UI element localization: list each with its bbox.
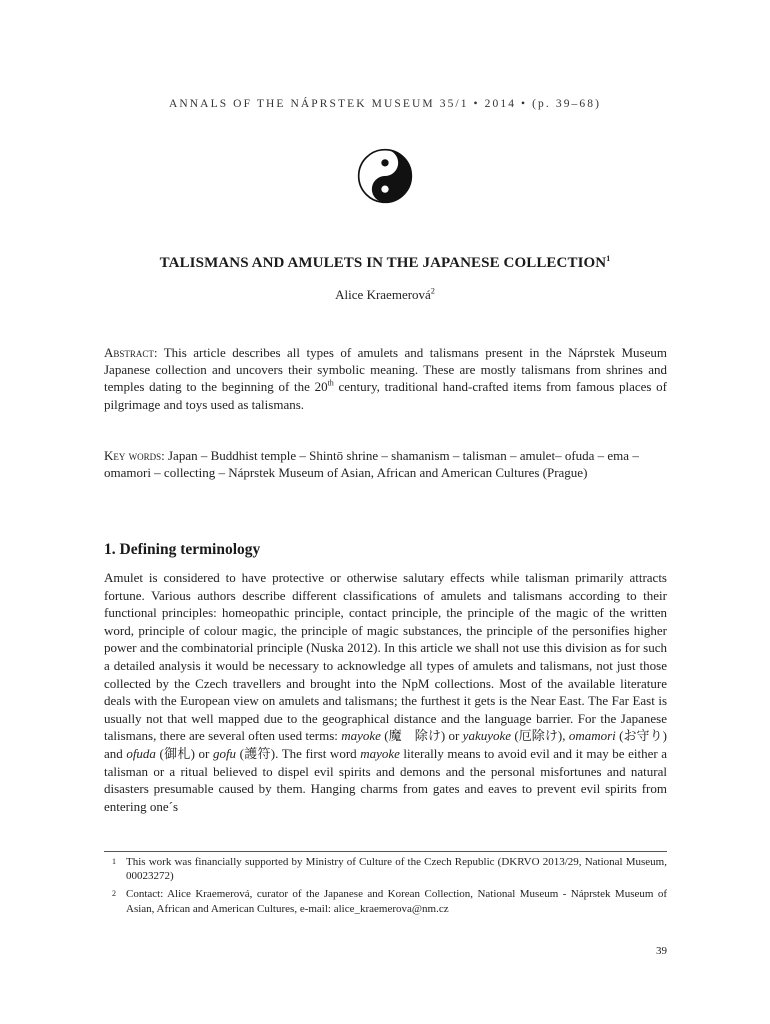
footnote-divider <box>104 851 667 852</box>
author-name: Alice Kraemerová$^2$ <box>335 286 435 302</box>
section-heading: 1. Defining terminology <box>104 541 261 558</box>
title-footnote-ref[interactable]: 1 <box>606 254 611 263</box>
author-footnote-ref[interactable]: 2 <box>430 286 435 296</box>
keywords: Key words: Japan – Buddhist temple – Shintō shrine – shamanism – talisman – amulet– ofuda – ema – omamori – collecting – Náprstek Museum of Asian, African and American Cultures (Prague) <box>104 448 639 481</box>
footnote-number: 1 <box>112 857 116 866</box>
body-paragraph: Amulet is considered to have protective or otherwise salutary effects while talisman primarily attracts fortune. Various authors describe different classifications of amulets and talismans according to their functional principles: homeopathic principle, contact principle, the principle of the magic of the written word, principle of colour magic, the principle of magic substances, the principle of the personifies higher power and the combinatorial principle (Nuska 2012). In this article we shall not use this division as for such a detailed analysis it would be necessary to acknowledge all types of amulets and talismans, not just those collected by the Czech travellers and brought into the NpM collections. Most of the available literature deals with the European view on amulets and talismans; the furthest it gets is the Near East. The Far East is usually not that well mapped due to the geographical distance and the language barrier. For the Japanese talismans, there are several often used terms: mayoke (魔 除け) or yakuyoke (厄除け), omamori (お守り) and ofuda (御札) or gofu (護符). The first word mayoke literally means to avoid evil and it may be either a talisman or a ritual believed to dispel evil spirits and demons and the personal misfortunes and natural disasters presumable caused by them. Hanging charms from gates and eaves to prevent evil spirits from entering one´s <box>104 570 667 814</box>
keywords-label: Key words: <box>104 448 165 463</box>
abstract: Abstract: This article describes all types of amulets and talismans present in the Náprstek Museum Japanese collection and uncovers their symbolic meaning. These are mostly talismans from shrines and temples dating to the beginning of the 20th century, traditional hand-crafted items from famous places of pilgrimage and toys used as talismans. <box>104 345 667 412</box>
footnote-text: This work was financially supported by Ministry of Culture of the Czech Republic (DKRVO 2013/29, National Museum, 00023272) <box>126 856 667 883</box>
footnote-2 <box>104 887 667 915</box>
page-number: 39 <box>656 945 667 957</box>
journal-header: ANNALS OF THE NÁPRSTEK MUSEUM 35/1 • 2014 • (p. 39–68) <box>168 98 602 110</box>
footnote-text: Contact: Alice Kraemerová, curator of the Japanese and Korean Collection, National Museum - Náprstek Museum of Asian, African and American Cultures, e-mail: alice_kraemerova@nm.cz <box>126 888 667 915</box>
footnote-1 <box>104 855 667 883</box>
footnotes <box>104 855 667 920</box>
footnote-number: 2 <box>112 889 116 899</box>
yin-yang-icon <box>357 148 413 204</box>
article-title: TALISMANS AND AMULETS IN THE JAPANESE COLLECTION$^1$ <box>159 254 611 271</box>
abstract-label: Abstract: <box>104 345 158 360</box>
